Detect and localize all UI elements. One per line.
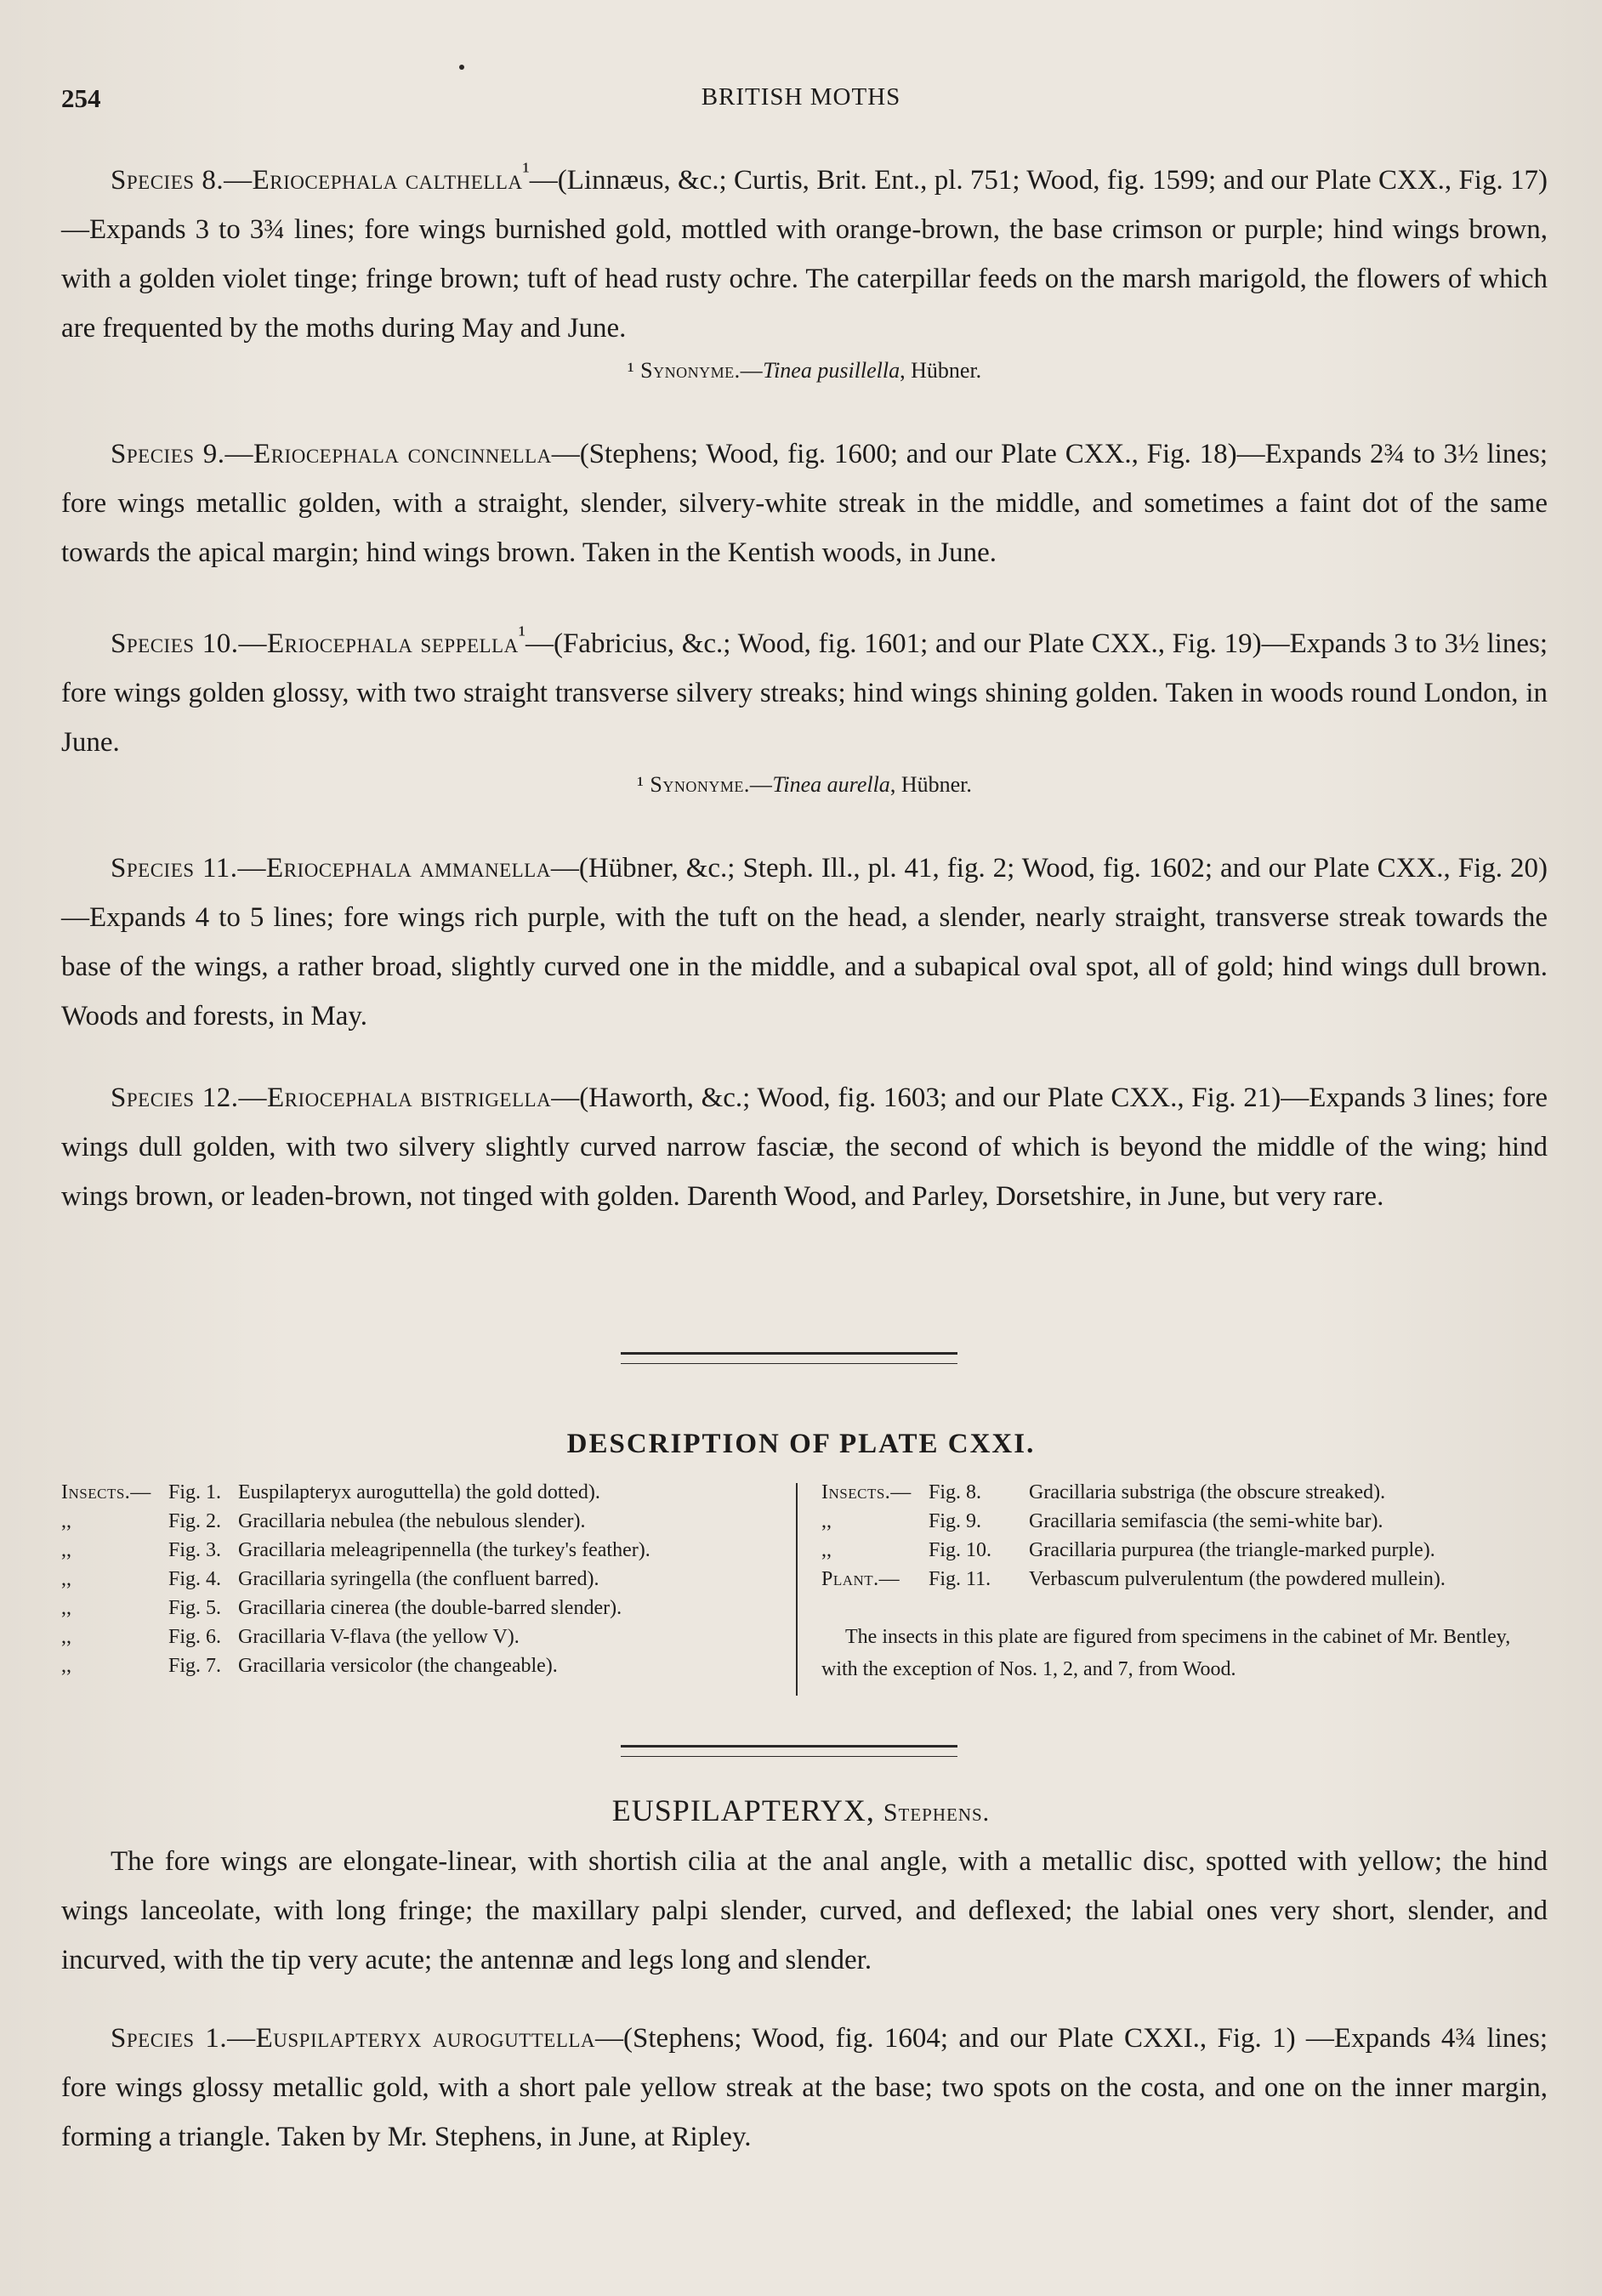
footnote [61,770,1548,799]
row-text: Gracillaria cinerea (the double-barred slender). [238,1597,622,1619]
spacer [61,577,1548,610]
species-label: Species 9.—Eriocephala concinnella [111,439,552,469]
page-number: 254 [61,83,101,113]
plate-legend-row [61,1623,791,1651]
ink-speck [459,65,464,70]
row-figure: Fig. 7. [168,1655,222,1677]
plate-title: DESCRIPTION OF PLATE CXXI. [566,1429,1036,1459]
row-text: Gracillaria V-flava (the yellow V). [238,1626,520,1648]
row-text: Gracillaria versicolor (the changeable). [238,1655,558,1677]
spacer [61,385,1548,429]
footnote-marker: ¹ [522,157,530,184]
species-entry [61,610,1548,767]
row-figure: Fig. 9. [929,1510,982,1532]
spacer [61,799,1548,844]
footnote-synonym: Tinea aurella [772,772,890,797]
footnote-label: ¹ Synonyme.— [627,358,764,383]
species-description: —(Stephens; Wood, fig. 1604; and our Plate CXXI., Fig. 1) —Expands 4¾ lines; fore wings glossy metallic gold, with a short pale yellow streak at the base; two spots on the costa, and one on the inner margin, forming a triangle. Taken by Mr. Stephens, in June, at Ripley. [61,2023,1548,2152]
plate-legend-row [821,1565,1544,1594]
row-text: Gracillaria meleagripennella (the turkey's feather). [238,1539,650,1561]
species-description: —(Hübner, &c.; Steph. Ill., pl. 41, fig. 2; Wood, fig. 1602; and our Plate CXX., Fig. 20)—Expands 4 to 5 lines; fore wings rich purple, with the tuft on the head, a slender, nearly straight, transverse streak towards the base of the wings, a rather broad, slightly curved one in the middle, and a subapical oval spot, all of gold; hind wings dull brown. Woods and forests, in May. [61,853,1548,1031]
page-header [61,83,1541,126]
row-category: Insects.— [61,1481,151,1503]
footnote-synonym: Tinea pusillella [763,358,900,383]
species-label: Species 11.—Eriocephala ammanella [111,853,551,884]
row-text: Gracillaria nebulea (the nebulous slender). [238,1510,586,1532]
species-label: Species 12.—Eriocephala bistrigella [111,1083,552,1113]
row-category: ,, [821,1539,832,1561]
row-figure: Fig. 4. [168,1568,222,1590]
row-figure: Fig. 5. [168,1597,222,1619]
plate-legend-row [61,1594,791,1623]
species-label: Species 1.—Euspilapteryx auroguttella [111,2023,596,2054]
genus-name: EUSPILAPTERYX, [611,1793,875,1827]
footnote-author: , Hübner. [889,772,972,797]
row-text: Gracillaria substriga (the obscure streaked). [1029,1481,1386,1503]
species-entry [61,146,1548,353]
column-divider [796,1483,798,1696]
species-label: Species 8.—Eriocephala calthella [111,165,523,196]
row-text: Gracillaria purpurea (the triangle-marked purple). [1029,1539,1435,1561]
species-entry [61,844,1548,1041]
row-category: ,, [61,1539,71,1561]
footnote-marker: ¹ [518,621,525,647]
row-category: Insects.— [821,1481,912,1503]
footnote [61,356,1548,385]
row-figure: Fig. 6. [168,1626,222,1648]
row-figure: Fig. 3. [168,1539,222,1561]
plate-legend-row [61,1507,791,1536]
row-figure: Fig. 1. [168,1481,222,1503]
row-figure: Fig. 11. [929,1568,991,1590]
species-entry [61,429,1548,577]
footnote-author: , Hübner. [900,358,982,383]
row-text: Verbascum pulverulentum (the powdered mullein). [1029,1568,1446,1590]
footnote-label: ¹ Synonyme.— [637,772,773,797]
species-section [61,146,1548,1221]
section-rule [621,1352,957,1364]
plate-legend-left [61,1478,791,1680]
running-head: BRITISH MOTHS [701,83,901,111]
row-category: ,, [61,1626,71,1648]
species-entry [61,2014,1548,2162]
plate-legend-row [61,1478,791,1507]
plate-legend-row [61,1651,791,1680]
plate-legend-row [821,1507,1544,1536]
genus-author: Stephens. [883,1799,991,1827]
row-category: Plant.— [821,1568,900,1590]
row-category: ,, [821,1510,832,1532]
genus-description: The fore wings are elongate-linear, with shortish cilia at the anal angle, with a metallic disc, spotted with yellow; the hind wings lanceolate, with long fringe; the maxillary palpi slender, curved, and deflexed; the labial ones very short, slender, and incurved, with the tip very acute; the antennæ and legs long and slender. [61,1846,1548,1975]
plate-legend-row [61,1565,791,1594]
plate-legend-row [821,1536,1544,1565]
row-text: Gracillaria semifascia (the semi-white bar). [1029,1510,1383,1532]
plate-legend-right [821,1478,1544,1685]
species-description: —(Haworth, &c.; Wood, fig. 1603; and our Plate CXX., Fig. 21)—Expands 3 lines; fore wings dull golden, with two silvery slightly curved narrow fasciæ, the second of which is beyond the middle of the wing; hind wings brown, or leaden-brown, not tinged with golden. Darenth Wood, and Parley, Dorsetshire, in June, but very rare. [61,1083,1548,1212]
row-text: Gracillaria syringella (the confluent barred). [238,1568,599,1590]
plate-legend-row [61,1536,791,1565]
row-figure: Fig. 10. [929,1539,992,1561]
species-description: —(Linnæus, &c.; Curtis, Brit. Ent., pl. 751; Wood, fig. 1599; and our Plate CXX., Fig. 17)—Expands 3 to 3¾ lines; fore wings burnished gold, mottled with orange-brown, the base crimson or purple; hind wings brown, with a golden violet tinge; fringe brown; tuft of head rusty ochre. The caterpillar feeds on the marsh marigold, the flowers of which are frequented by the moths during May and June. [61,165,1548,344]
species-description: —(Fabricius, &c.; Wood, fig. 1601; and our Plate CXX., Fig. 19)—Expands 3 to 3½ lines; fore wings golden glossy, with two straight transverse silvery streaks; hind wings shining golden. Taken in woods round London, in June. [61,628,1548,758]
genus-section [61,1837,1548,2162]
row-figure: Fig. 2. [168,1510,222,1532]
species-entry [61,1073,1548,1221]
genus-title [0,1793,1602,1828]
spacer [61,1041,1548,1073]
plate-legend-row [821,1478,1544,1507]
species-label: Species 10.—Eriocephala seppella [111,628,519,659]
section-rule [621,1745,957,1757]
plate-note: The insects in this plate are figured from specimens in the cabinet of Mr. Bentley, with the exception of Nos. 1, 2, and 7, from Wood. [821,1626,1511,1680]
row-figure: Fig. 8. [929,1481,982,1503]
row-category: ,, [61,1510,71,1532]
row-category: ,, [61,1655,71,1677]
row-category: ,, [61,1568,71,1590]
spacer [61,1985,1548,2014]
row-category: ,, [61,1597,71,1619]
row-text: Euspilapteryx auroguttella) the gold dotted). [238,1481,600,1503]
species-description: —(Stephens; Wood, fig. 1600; and our Plate CXX., Fig. 18)—Expands 2¾ to 3½ lines; fore wings metallic golden, with a straight, slender, silvery-white streak in the middle, and sometimes a faint dot of the same towards the apical margin; hind wings brown. Taken in the Kentish woods, in June. [61,439,1548,568]
plate-legend [61,1478,1548,1708]
